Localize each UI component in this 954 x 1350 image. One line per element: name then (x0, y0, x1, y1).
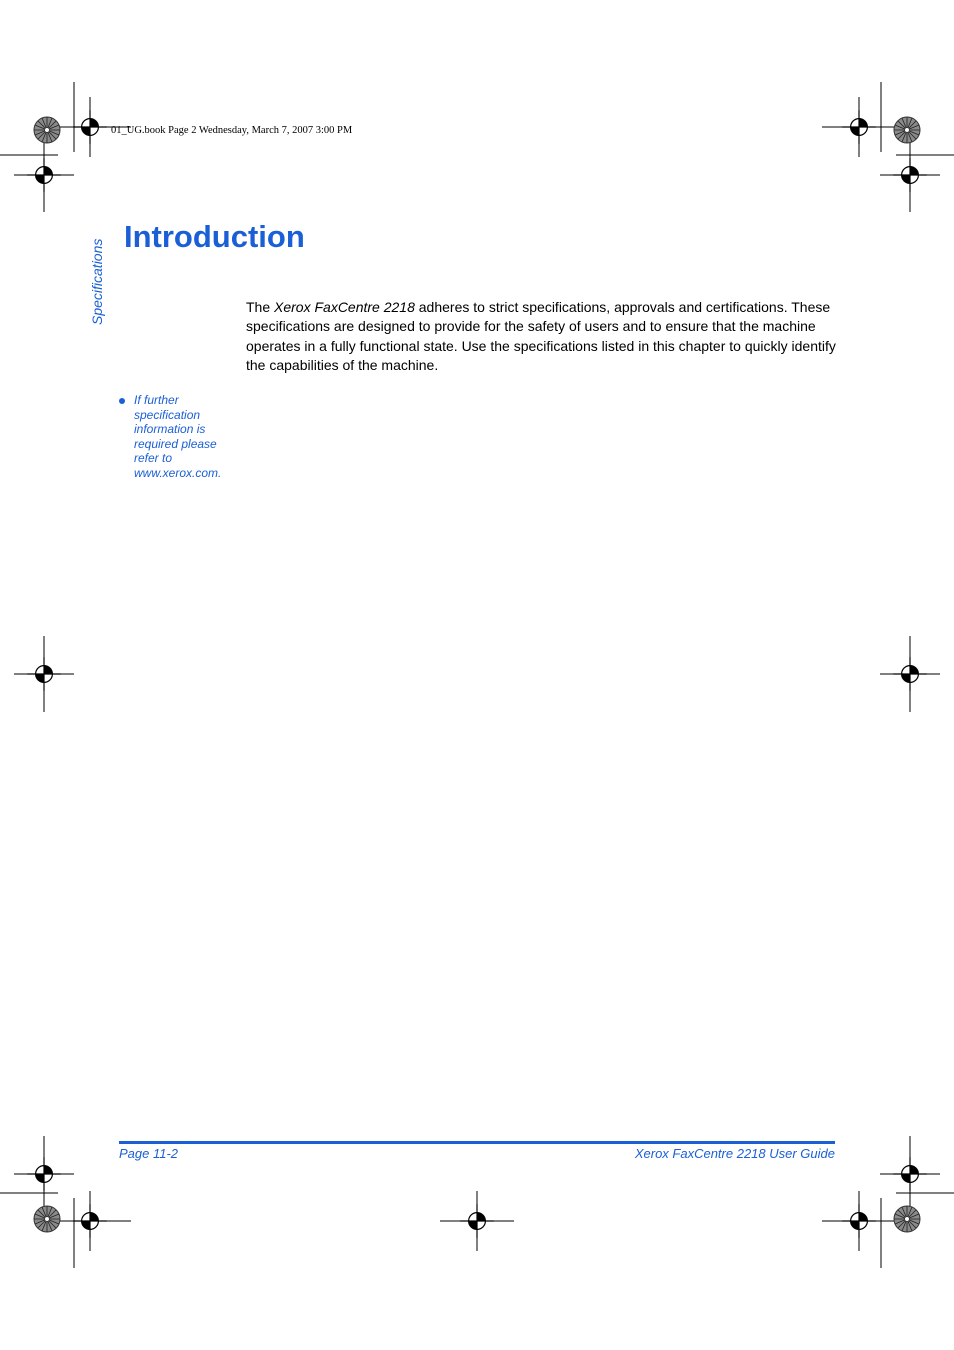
margin-note-text: If further specification information is required please refer to www.xerox.com. (134, 393, 222, 480)
page-number: Page 11-2 (119, 1146, 179, 1161)
print-slug: 01_UG.book Page 2 Wednesday, March 7, 2007 3:00 PM (111, 125, 353, 136)
guide-title: Xerox FaxCentre 2218 User Guide (634, 1146, 835, 1161)
footer-rule (119, 1141, 835, 1144)
bullet-icon (119, 398, 125, 404)
product-name: Xerox FaxCentre 2218 (274, 299, 415, 315)
intro-rest: adheres to strict specifications, approvals and certifications. These specifications are designed to provide for the safety of users and to ensure that the machine operates in a fully functional state. Use the specifications listed in this chapter to quickly identify the capabilities of the machine. (246, 299, 836, 373)
chapter-side-tab: Specifications (89, 238, 105, 325)
intro-prefix: The (246, 299, 275, 315)
page-title: Introduction (124, 219, 305, 254)
intro-paragraph (246, 298, 836, 375)
